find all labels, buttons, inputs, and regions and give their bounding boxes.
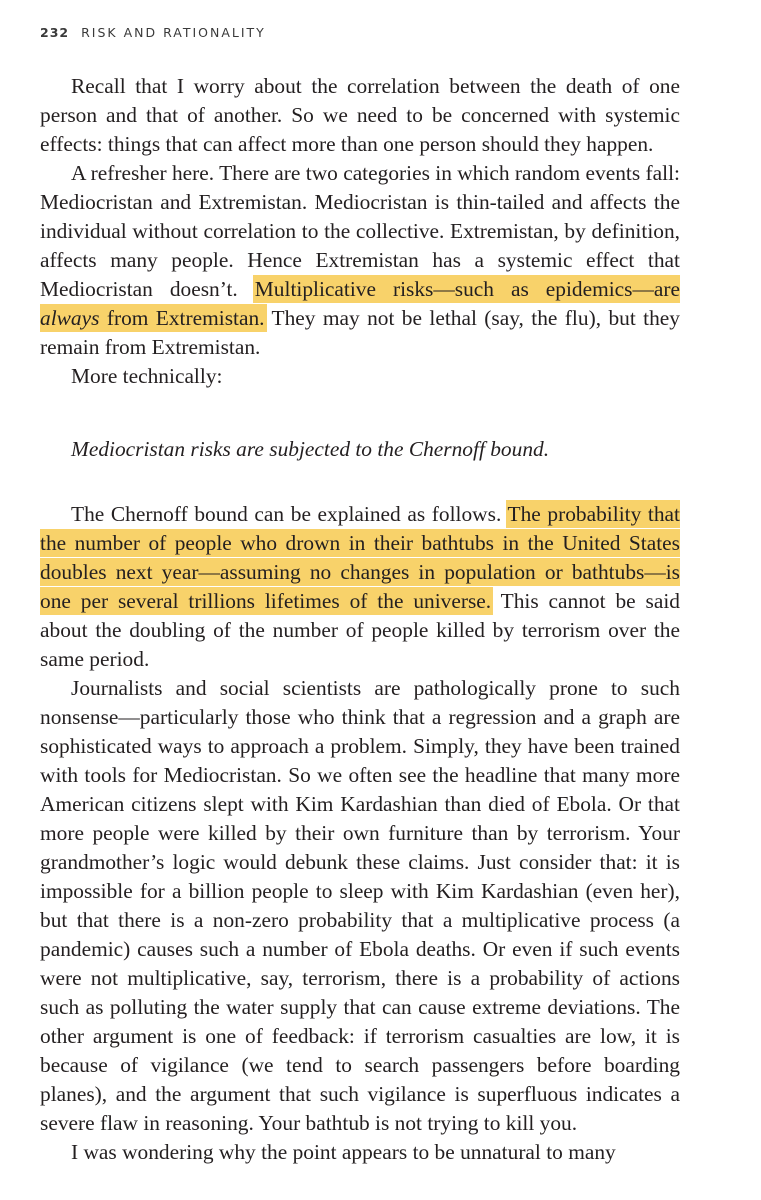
highlight-emphasis: always <box>40 306 100 330</box>
block-quote: Mediocristan risks are subjected to the Chernoff bound. <box>71 437 550 461</box>
paragraph-6: I was wondering why the point appears to be unnatural to many <box>71 1140 616 1164</box>
highlight-text-a: Multiplicative risks—such as epidemics—are <box>254 277 680 301</box>
paragraph-4-text-b: This cannot be said about the doubling of the number of people killed by terrorism over the same period. <box>40 589 680 671</box>
paragraph-1: Recall that I worry about the correlation between the death of one person and that of another. So we need to be concerned with systemic effects: things that can affect more than one person should they happen. <box>40 74 680 156</box>
highlight-chernoff-bathtubs: The probability that the number of people who drown in their bathtubs in the United States doubles next year—assuming no changes in population or bathtubs—is one per several trillions lifetimes of the universe. <box>40 502 680 613</box>
paragraph-2-text-b: They may not be lethal (say, the flu), but they remain from Extremistan. <box>40 306 680 359</box>
paragraph-5: Journalists and social scientists are pathologically prone to such nonsense—particularly those who think that a regression and a graph are sophisticated ways to approach a problem. Simply, they have been trained with tools for Mediocristan. So we often see the headline that many more American citizens slept with Kim Kardashian than died of Ebola. Or that more people were killed by their own furniture than by terrorism. Your grandmother’s logic would debunk these claims. Just consider that: it is impossible for a billion people to sleep with Kim Kardashian (even her), but that there is a non-zero probability that a multiplicative process (a pandemic) causes such a number of Ebola deaths. Or even if such events were not multiplicative, say, terrorism, there is a probability of actions such as polluting the water supply that can cause extreme deviations. The other argument is one of feedback: if terrorism casualties are low, it is because of vigilance (we tend to search passengers before boarding planes), and the argument that such vigilance is superfluous indicates a severe flaw in reasoning. Your bathtub is not trying to kill you. <box>40 676 680 1135</box>
paragraph-4 <box>40 500 680 674</box>
paragraph-2 <box>40 159 680 362</box>
running-head <box>40 25 266 40</box>
running-title: RISK AND RATIONALITY <box>81 25 266 40</box>
highlight-text-b: from Extremistan. <box>99 306 265 330</box>
body-text <box>40 72 680 1167</box>
page-number: 232 <box>40 25 70 40</box>
paragraph-3: More technically: <box>71 364 223 388</box>
paragraph-4-text-a: The Chernoff bound can be explained as follows. <box>71 502 508 526</box>
paragraph-2-text-a: A refresher here. There are two categories in which random events fall: Mediocristan and Extremistan. Mediocristan is thin-tailed and affects the individual without correlation to the collective. Extremistan, by definition, affects many people. Hence Extremistan has a systemic effect that Mediocristan doesn’t. <box>40 161 680 301</box>
